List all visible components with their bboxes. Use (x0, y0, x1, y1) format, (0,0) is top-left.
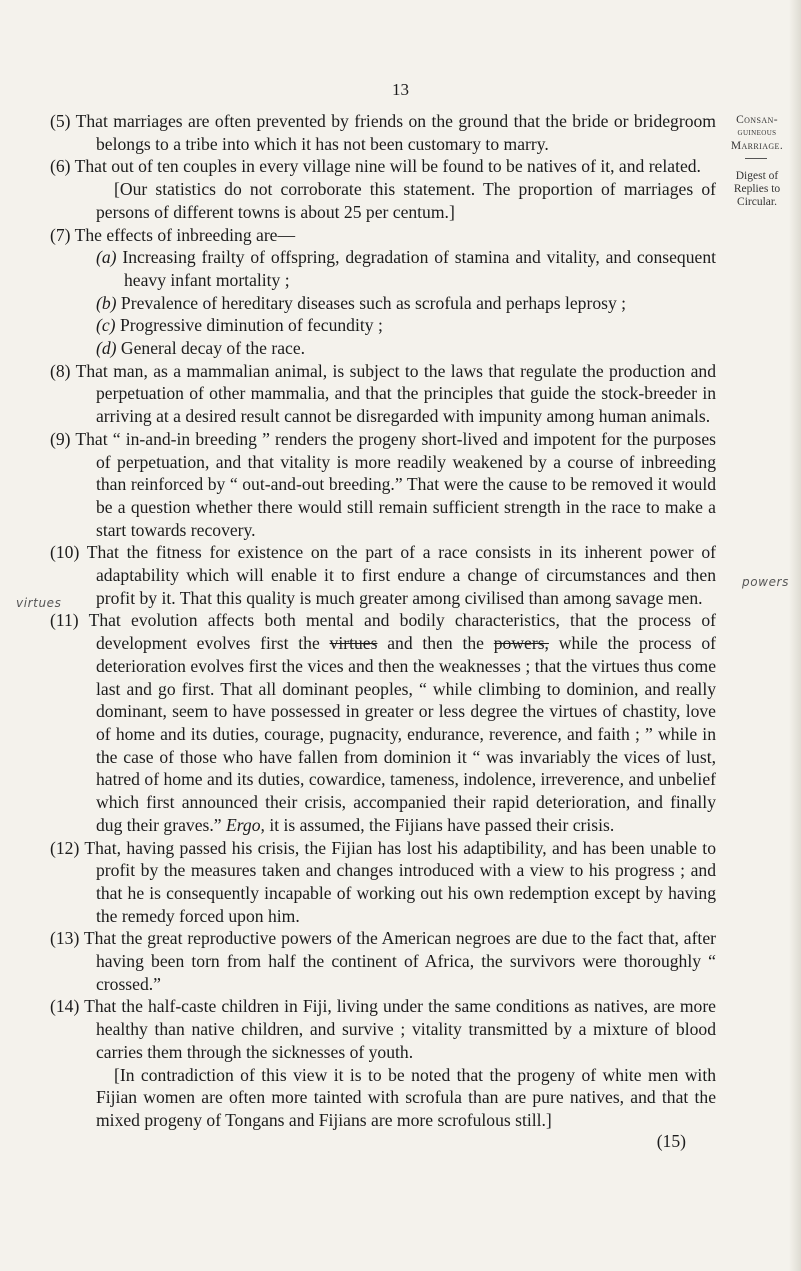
numbered-item (50, 927, 716, 995)
margin-note-digest (718, 170, 796, 209)
sub-item (50, 292, 716, 315)
item-text: That “ in-and-in breeding ” renders the progeny short-lived and impotent for the purposes of perpetuation, and that vitality is more readily weakened by a course of inbreeding than reinforced by “ out-and-out breeding.” That were the cause to be removed it would be a question whether there would still remain sufficient strength in the race to make a start towards recovery. (75, 428, 716, 540)
item-number: (9) (50, 428, 71, 449)
page-number: 13 (392, 80, 409, 99)
sub-item (50, 337, 716, 360)
margin-note-consanguineous (718, 114, 796, 153)
margin-note-line: guineous (737, 128, 777, 138)
note-text: [Our statistics do not corroborate this statement. The proportion of marriages of persons of different towns is about 25 per centum.] (96, 179, 716, 222)
numbered-item (50, 224, 716, 247)
handwritten-annotation-left: virtues (16, 596, 62, 610)
sub-item-letter: (a) (96, 247, 117, 268)
item-number: (14) (50, 996, 80, 1017)
editorial-note (50, 178, 716, 223)
numbered-item (50, 837, 716, 928)
margin-note-line: Consan- (736, 114, 778, 126)
numbered-item (50, 609, 716, 836)
struck-word: virtues (329, 633, 378, 654)
item-text: The effects of inbreeding are— (74, 224, 296, 245)
item-text: That man, as a mammalian animal, is subject to the laws that regulate the production and perpetuation of other mammalia, and that the principles that guide the stock-breeder in arriving at a desired result cannot be disregarded with impunity among human animals. (75, 360, 716, 427)
item-number: (6) (50, 156, 71, 177)
item-number: (10) (50, 542, 80, 563)
struck-word: powers, (493, 633, 549, 654)
numbered-item (50, 155, 716, 178)
margin-note-line: Replies to (733, 183, 781, 195)
item-text: That marriages are often prevented by friends on the ground that the bride or bridegroom belongs to a tribe into which it has not been customary to marry. (75, 111, 716, 154)
item-text: That the fitness for existence on the part of a race consists in its inherent power of adaptability which will enable it to first endure a change of circumstances and then profit by it. That this quality is much greater among civilised than among savage men. (86, 542, 716, 608)
item-number: (12) (50, 837, 80, 858)
item-number: (7) (50, 224, 71, 245)
sub-item (50, 246, 716, 291)
note-text: [In contradiction of this view it is to be noted that the progeny of white men with Fijian women are often more tainted with scrofula than are pure natives, and that the mixed progeny of Tongans and Fijians are more scrofulous still.] (96, 1064, 716, 1130)
sub-item-text: Progressive diminution of fecundity ; (119, 315, 383, 336)
margin-note-line: Digest of (735, 170, 779, 182)
sub-item-text: Increasing frailty of offspring, degradation of stamina and vitality, and consequent heavy infant mortality ; (122, 247, 717, 290)
margin-note-line: Circular. (737, 196, 777, 208)
sub-item-letter: (b) (96, 292, 117, 313)
item-text: That the half-caste children in Fiji, living under the same conditions as natives, are more healthy than native children, and survive ; vitality transmitted by a mixture of blood carries them through the sicknesses of youth. (84, 996, 716, 1062)
page-body (50, 110, 716, 1152)
item-number: (13) (50, 928, 80, 949)
numbered-item (50, 995, 716, 1063)
sub-item-letter: (d) (96, 338, 117, 359)
sub-item-text: Prevalence of hereditary diseases such as scrofula and perhaps leprosy ; (120, 292, 627, 313)
numbered-item (50, 360, 716, 428)
numbered-item (50, 110, 716, 155)
sub-item-text: General decay of the race. (120, 338, 306, 359)
item-number: (11) (50, 610, 79, 631)
item-text: That out of ten couples in every village nine will be found to be natives of it, and related. (74, 156, 701, 177)
italic-word: Ergo, (225, 814, 265, 835)
numbered-item (50, 541, 716, 609)
sub-item (50, 314, 716, 337)
editorial-note (50, 1064, 716, 1132)
item-number: (8) (50, 360, 71, 381)
numbered-item (50, 428, 716, 542)
item-text: That, having passed his crisis, the Fijian has lost his adaptibility, and has been unable to profit by the measures taken and changes introduced with a view to his progress ; and that he is consequently incapable of working out his own redemption except by having the remedy forced upon him. (84, 837, 716, 926)
catchword: (15) (656, 1130, 686, 1151)
margin-note-line: Marriage. (730, 140, 784, 152)
margin-rule (745, 158, 767, 159)
item-text: it is assumed, the Fijians have passed their crisis. (269, 814, 615, 835)
item-text: That the great reproductive powers of the American negroes are due to the fact that, after having been torn from half the continent of Africa, the survivors were thoroughly “ crossed.” (83, 928, 716, 994)
item-number: (5) (50, 111, 71, 131)
handwritten-annotation-right: powers (742, 575, 789, 589)
item-text: and then the (387, 633, 484, 654)
sub-item-letter: (c) (96, 315, 116, 336)
item-text: That evolution affects both mental and bodily characteristics, that the process of development evolves first the (88, 610, 716, 654)
item-text: while the process of deterioration evolves first the vices and then the weaknesses ; that the virtues thus come last and go first. That all dominant peoples, “ while climbing to dominion, and really dominant, seem to have possessed in greater or less degree the virtues of chastity, love of home and its duties, courage, pugnacity, endurance, reverence, and faith ; ” while in the case of those who have fallen from dominion it “ was invariably the vices of lust, hatred of home and its duties, cowardice, tameness, indolence, irreverence, and unbelief which first announced their crisis, accompanied their rapid deterioration, and finally dug their graves.” (96, 633, 717, 835)
